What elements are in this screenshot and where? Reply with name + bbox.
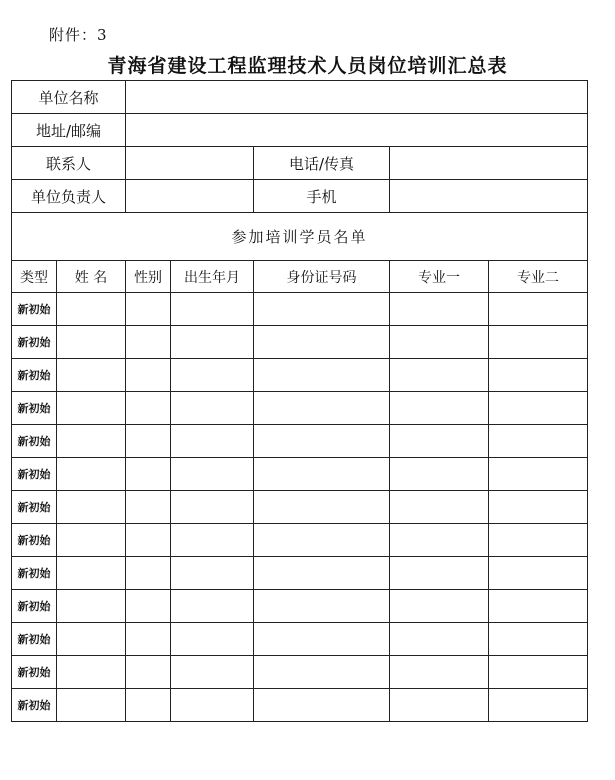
col-gender: 性别 (126, 261, 171, 293)
birth-cell[interactable] (171, 590, 254, 623)
contact-field[interactable] (126, 147, 254, 180)
major-2-cell[interactable] (489, 656, 588, 689)
major-1-cell[interactable] (390, 557, 489, 590)
gender-cell[interactable] (126, 458, 171, 491)
phone-fax-field[interactable] (390, 147, 588, 180)
type-cell: 新初始 (12, 293, 57, 326)
type-cell: 新初始 (12, 425, 57, 458)
name-cell[interactable] (57, 623, 126, 656)
gender-cell[interactable] (126, 623, 171, 656)
mobile-label: 手机 (254, 180, 390, 213)
name-cell[interactable] (57, 656, 126, 689)
major-2-cell[interactable] (489, 326, 588, 359)
id-number-cell[interactable] (254, 557, 390, 590)
unit-name-label: 单位名称 (12, 81, 126, 114)
table-row (12, 491, 588, 524)
col-id-number: 身份证号码 (254, 261, 390, 293)
id-number-cell[interactable] (254, 656, 390, 689)
name-cell[interactable] (57, 326, 126, 359)
type-cell: 新初始 (12, 557, 57, 590)
id-number-cell[interactable] (254, 359, 390, 392)
unit-head-field[interactable] (126, 180, 254, 213)
birth-cell[interactable] (171, 623, 254, 656)
name-cell[interactable] (57, 293, 126, 326)
birth-cell[interactable] (171, 293, 254, 326)
major-2-cell[interactable] (489, 392, 588, 425)
phone-fax-label: 电话/传真 (254, 147, 390, 180)
gender-cell[interactable] (126, 326, 171, 359)
table-row (12, 524, 588, 557)
table-row (12, 359, 588, 392)
col-birth: 出生年月 (171, 261, 254, 293)
table-row (12, 656, 588, 689)
type-cell: 新初始 (12, 524, 57, 557)
id-number-cell[interactable] (254, 491, 390, 524)
major-2-cell[interactable] (489, 590, 588, 623)
major-1-cell[interactable] (390, 293, 489, 326)
major-2-cell[interactable] (489, 458, 588, 491)
birth-cell[interactable] (171, 425, 254, 458)
major-1-cell[interactable] (390, 392, 489, 425)
summary-table (11, 80, 588, 722)
major-2-cell[interactable] (489, 557, 588, 590)
major-2-cell[interactable] (489, 491, 588, 524)
table-row (12, 557, 588, 590)
gender-cell[interactable] (126, 491, 171, 524)
attachment-label: 附件：3 (49, 26, 108, 44)
major-2-cell[interactable] (489, 293, 588, 326)
birth-cell[interactable] (171, 656, 254, 689)
major-1-cell[interactable] (390, 458, 489, 491)
table-row (12, 326, 588, 359)
page-title: 青海省建设工程监理技术人员岗位培训汇总表 (107, 55, 508, 77)
major-2-cell[interactable] (489, 359, 588, 392)
address-label: 地址/邮编 (12, 114, 126, 147)
major-1-cell[interactable] (390, 623, 489, 656)
type-cell: 新初始 (12, 689, 57, 722)
address-field[interactable] (126, 114, 588, 147)
birth-cell[interactable] (171, 359, 254, 392)
birth-cell[interactable] (171, 326, 254, 359)
gender-cell[interactable] (126, 557, 171, 590)
name-cell[interactable] (57, 590, 126, 623)
name-cell[interactable] (57, 491, 126, 524)
table-row (12, 689, 588, 722)
table-row (12, 458, 588, 491)
id-number-cell[interactable] (254, 458, 390, 491)
id-number-cell[interactable] (254, 392, 390, 425)
type-cell: 新初始 (12, 590, 57, 623)
birth-cell[interactable] (171, 524, 254, 557)
major-2-cell[interactable] (489, 623, 588, 656)
type-cell: 新初始 (12, 359, 57, 392)
name-cell[interactable] (57, 524, 126, 557)
type-cell: 新初始 (12, 623, 57, 656)
gender-cell[interactable] (126, 293, 171, 326)
id-number-cell[interactable] (254, 590, 390, 623)
type-cell: 新初始 (12, 392, 57, 425)
unit-head-label: 单位负责人 (12, 180, 126, 213)
col-major-2: 专业二 (489, 261, 588, 293)
major-1-cell[interactable] (390, 524, 489, 557)
gender-cell[interactable] (126, 689, 171, 722)
major-1-cell[interactable] (390, 425, 489, 458)
table-row (12, 392, 588, 425)
col-type: 类型 (12, 261, 57, 293)
name-cell[interactable] (57, 359, 126, 392)
birth-cell[interactable] (171, 689, 254, 722)
major-2-cell[interactable] (489, 689, 588, 722)
name-cell[interactable] (57, 425, 126, 458)
gender-cell[interactable] (126, 359, 171, 392)
birth-cell[interactable] (171, 491, 254, 524)
table-row (12, 623, 588, 656)
table-row (12, 425, 588, 458)
major-2-cell[interactable] (489, 425, 588, 458)
birth-cell[interactable] (171, 392, 254, 425)
unit-name-field[interactable] (126, 81, 588, 114)
type-cell: 新初始 (12, 326, 57, 359)
birth-cell[interactable] (171, 557, 254, 590)
gender-cell[interactable] (126, 590, 171, 623)
type-cell: 新初始 (12, 458, 57, 491)
name-cell[interactable] (57, 392, 126, 425)
id-number-cell[interactable] (254, 623, 390, 656)
section-title: 参加培训学员名单 (12, 213, 588, 261)
major-1-cell[interactable] (390, 689, 489, 722)
mobile-field[interactable] (390, 180, 588, 213)
gender-cell[interactable] (126, 392, 171, 425)
gender-cell[interactable] (126, 656, 171, 689)
name-cell[interactable] (57, 557, 126, 590)
table-row (12, 590, 588, 623)
col-major-1: 专业一 (390, 261, 489, 293)
name-cell[interactable] (57, 689, 126, 722)
id-number-cell[interactable] (254, 293, 390, 326)
gender-cell[interactable] (126, 524, 171, 557)
id-number-cell[interactable] (254, 326, 390, 359)
major-2-cell[interactable] (489, 524, 588, 557)
column-header-row (12, 261, 588, 293)
col-name: 姓 名 (57, 261, 126, 293)
id-number-cell[interactable] (254, 689, 390, 722)
contact-label: 联系人 (12, 147, 126, 180)
major-1-cell[interactable] (390, 491, 489, 524)
id-number-cell[interactable] (254, 524, 390, 557)
name-cell[interactable] (57, 458, 126, 491)
major-1-cell[interactable] (390, 656, 489, 689)
table-row (12, 293, 588, 326)
type-cell: 新初始 (12, 491, 57, 524)
type-cell: 新初始 (12, 656, 57, 689)
major-1-cell[interactable] (390, 590, 489, 623)
id-number-cell[interactable] (254, 425, 390, 458)
birth-cell[interactable] (171, 458, 254, 491)
gender-cell[interactable] (126, 425, 171, 458)
major-1-cell[interactable] (390, 326, 489, 359)
major-1-cell[interactable] (390, 359, 489, 392)
